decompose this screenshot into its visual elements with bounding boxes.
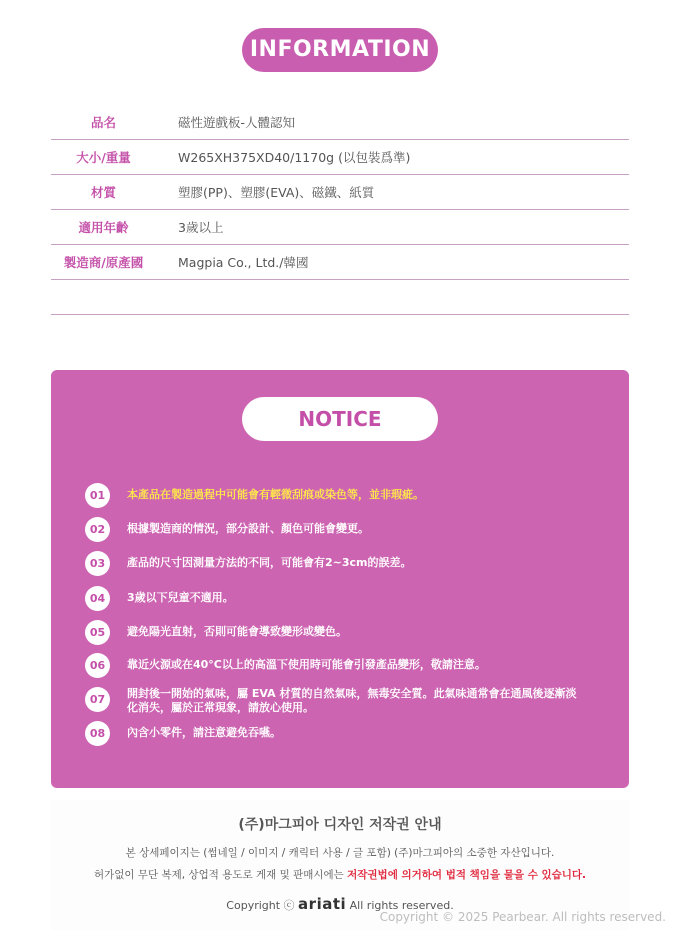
copyright-warning-line bbox=[51, 867, 629, 882]
row-value: 塑膠(PP)、塑膠(EVA)、磁鐵、紙質 bbox=[156, 175, 629, 210]
copyright-title: (주)마그피아 디자인 저작권 안내 bbox=[238, 817, 442, 833]
notice-item bbox=[85, 586, 577, 611]
warning-plain-text: 허가없이 무단 복제, 상업적 용도로 게재 및 판매시에는 bbox=[93, 869, 348, 881]
row-label: 適用年齡 bbox=[51, 210, 156, 245]
item-number-badge: 06 bbox=[85, 653, 110, 678]
item-number-badge: 07 bbox=[85, 687, 110, 712]
notice-title: NOTICE bbox=[242, 397, 438, 441]
row-label: 材質 bbox=[51, 175, 156, 210]
row-label bbox=[51, 280, 156, 315]
notice-item bbox=[85, 653, 577, 678]
table-row bbox=[51, 175, 629, 210]
notice-item bbox=[85, 687, 577, 715]
row-value: W265XH375XD40/1170g (以包裝爲準) bbox=[156, 140, 629, 175]
item-number-badge: 01 bbox=[85, 483, 110, 508]
notice-text: 開封後一開始的氣味，屬 EVA 材質的自然氣味，無毒安全質。此氣味通常會在通風後逐漸淡化消失，屬於正常現象，請放心使用。 bbox=[127, 687, 577, 714]
notice-item bbox=[85, 620, 577, 645]
notice-text: 本產品在製造過程中可能會有輕微刮痕或染色等，並非瑕疵。 bbox=[127, 488, 424, 501]
row-value: 磁性遊戲板-人體認知 bbox=[156, 105, 629, 140]
row-value: 3歲以上 bbox=[156, 210, 629, 245]
notice-text: 根據製造商的情況，部分設計、顏色可能會變更。 bbox=[127, 522, 369, 535]
row-label: 大小/重量 bbox=[51, 140, 156, 175]
table-row bbox=[51, 105, 629, 140]
row-value: Magpia Co., Ltd./韓國 bbox=[156, 245, 629, 280]
table-row bbox=[51, 140, 629, 175]
notice-panel bbox=[51, 370, 629, 788]
copyright-description: 본 상세페이지는 (썸네일 / 이미지 / 캐릭터 사용 / 글 포함) (주)마그피아의 소중한 자산입니다. bbox=[125, 847, 555, 859]
notice-text: 產品的尺寸因測量方法的不同，可能會有2~3cm的誤差。 bbox=[127, 556, 412, 569]
notice-text: 靠近火源或在40°C以上的高溫下使用時可能會引發產品變形，敬請注意。 bbox=[127, 658, 486, 671]
row-value bbox=[156, 280, 629, 315]
item-number-badge: 02 bbox=[85, 517, 110, 542]
notice-text: 避免陽光直射，否則可能會導致變形或變色。 bbox=[127, 625, 347, 638]
watermark-text: Copyright © 2025 Pearbear. All rights reserved. bbox=[379, 910, 666, 924]
table-row bbox=[51, 210, 629, 245]
copyright-symbol-icon: ⓒ bbox=[283, 899, 295, 912]
copyright-notice bbox=[51, 800, 666, 930]
notice-text: 內含小零件，請注意避免吞嚥。 bbox=[127, 726, 281, 739]
row-label: 製造商/原產國 bbox=[51, 245, 156, 280]
notice-item bbox=[85, 721, 577, 746]
brand-logo: ariati bbox=[298, 895, 347, 913]
row-label: 品名 bbox=[51, 105, 156, 140]
item-number-badge: 04 bbox=[85, 586, 110, 611]
notice-item bbox=[85, 517, 577, 542]
item-number-badge: 08 bbox=[85, 721, 110, 746]
notice-text: 3歲以下兒童不適用。 bbox=[127, 591, 234, 604]
copyright-prefix: Copyright bbox=[226, 899, 281, 912]
table-row bbox=[51, 280, 629, 315]
notice-item bbox=[85, 551, 577, 576]
item-number-badge: 05 bbox=[85, 620, 110, 645]
information-table bbox=[51, 105, 629, 315]
information-title: INFORMATION bbox=[242, 28, 438, 72]
item-number-badge: 03 bbox=[85, 551, 110, 576]
notice-item bbox=[85, 483, 577, 508]
warning-legal-text: 저작권법에 의거하여 법적 책임을 물을 수 있습니다. bbox=[347, 869, 587, 881]
table-row bbox=[51, 245, 629, 280]
rights-text: All rights reserved. bbox=[349, 899, 454, 912]
